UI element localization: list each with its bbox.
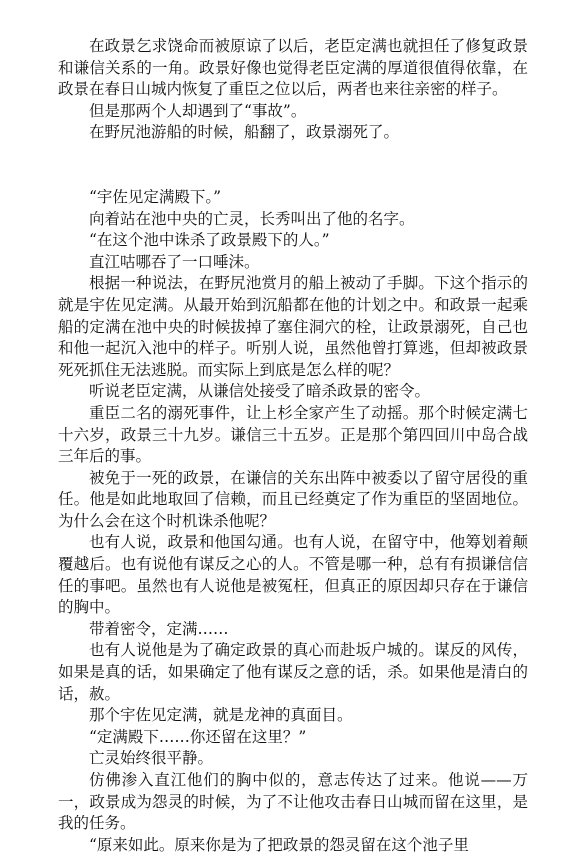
novel-page	[58, 36, 528, 856]
paragraph: 但是那两个人却遇到了“事故”。	[89, 101, 307, 120]
paragraph: 向着站在池中央的亡灵，长秀叫出了他的名字。	[89, 209, 415, 228]
paragraph: 那个宇佐见定满，就是龙神的真面目。	[89, 706, 353, 725]
paragraph: 重臣二名的溺死事件，让上杉全家产生了动摇。那个时候定满七十六岁，政景三十九岁。谦信三十五岁。正是那个第四回川中岛合战三年后的事。	[58, 403, 528, 466]
paragraph: 根据一种说法，在野尻池赏月的船上被动了手脚。下这个指示的就是宇佐见定满。从最开始到沉船都在他的计划之中。和政景一起乘船的定满在池中央的时候拔掉了塞住洞穴的栓，让政景溺死，自己也和他一起沉入池中的样子。听别人说，虽然他曾打算逃，但却被政景死死抓住无法逃脱。而实际上到底是怎么样的呢？	[58, 274, 528, 379]
paragraph: 也有人说他是为了确定政景的真心而赴坂户城的。谋反的风传，如果是真的话，如果确定了他有谋反之意的话，杀。如果他是清白的话，赦。	[58, 641, 528, 703]
paragraph: “定满殿下……你还留在这里？”	[89, 727, 307, 746]
paragraph: “在这个池中诛杀了政景殿下的人。”	[89, 231, 330, 250]
paragraph: 被免于一死的政景，在谦信的关东出阵中被委以了留守居役的重任。他是如此地取回了信赖，而且已经奠定了作为重臣的坚固地位。为什么会在这个时机诛杀他呢？	[58, 468, 528, 530]
paragraph: 听说老臣定满，从谦信处接受了暗杀政景的密令。	[89, 382, 431, 401]
paragraph: 在野尻池游船的时候，船翻了，政景溺死了。	[89, 123, 400, 142]
paragraph: 仿佛渗入直江他们的胸中似的，意志传达了过来。他说——万一，政景成为怨灵的时候，为了不让他攻击春日山城而留在这里，是我的任务。	[58, 771, 528, 833]
paragraph: 也有人说，政景和他国勾通。也有人说，在留守中，他筹划着颠覆越后。也有说他有谋反之心的人。不管是哪一种，总有有损谦信信任的事吧。虽然也有人说他是被冤枉，但真正的原因却只存在于谦信的胸中。	[58, 533, 528, 617]
paragraph: 直江咕哪吞了一口唾沫。	[89, 252, 260, 271]
paragraph: 带着密令，定满……	[89, 619, 229, 638]
section-break	[58, 144, 528, 187]
paragraph: 在政景乞求饶命而被原谅了以后，老臣定满也就担任了修复政景和谦信关系的一角。政景好像也觉得老臣定满的厚道很值得依靠，在政景在春日山城内恢复了重臣之位以后，两者也来往亲密的样子。	[58, 37, 528, 99]
paragraph: “原来如此。原来你是为了把政景的怨灵留在这个池子里	[89, 835, 469, 854]
paragraph: “宇佐见定满殿下。”	[89, 187, 222, 206]
paragraph: 亡灵始终很平静。	[89, 749, 214, 768]
